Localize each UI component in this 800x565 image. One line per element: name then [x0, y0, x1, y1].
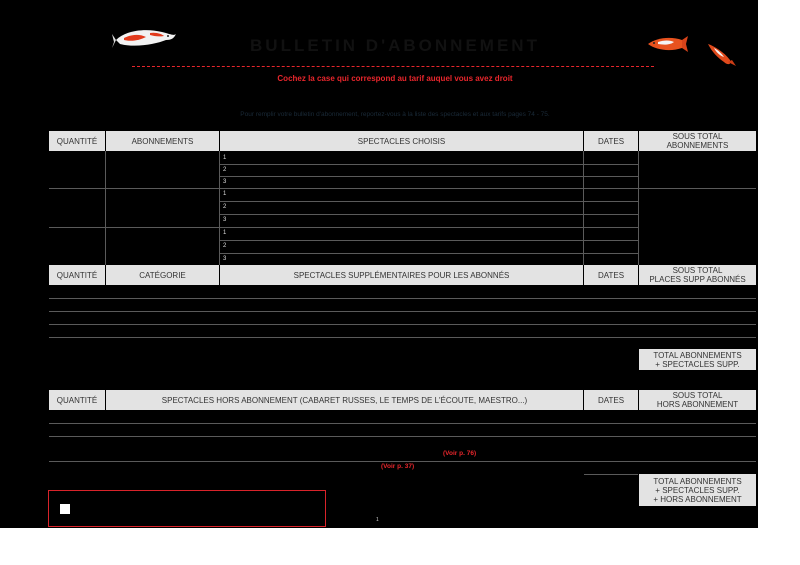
row-number: 3: [223, 179, 227, 185]
header-spectacles-supplementaires: SPECTACLES SUPPLÉMENTAIRES POUR LES ABONNÉS: [220, 265, 583, 285]
checkbox-icon[interactable]: [60, 504, 70, 514]
header-quantite: QUANTITÉ: [49, 131, 105, 151]
header-categorie: CATÉGORIE: [106, 265, 219, 285]
row-number: 1: [223, 191, 227, 197]
row-number: 1: [223, 155, 227, 161]
instructions-note: Pour remplir votre bulletin d'abonnement, reportez-vous à la liste des spectacles et aux tarifs pages 74 - 75.: [240, 111, 550, 118]
form-subtitle: Cochez la case qui correspond au tarif auquel vous avez droit: [277, 74, 513, 83]
header-spectacles-choisis: SPECTACLES CHOISIS: [220, 131, 583, 151]
header-dates: DATES: [584, 265, 638, 285]
row-number: 2: [223, 167, 227, 173]
row-number: 3: [223, 256, 227, 262]
voir-page-37: (Voir p. 37): [381, 463, 415, 470]
header-dates: DATES: [584, 131, 638, 151]
row-number: 2: [223, 243, 227, 249]
header-spectacles-hors-abonnement: SPECTACLES HORS ABONNEMENT (CABARET RUSSES, LE TEMPS DE L'ÉCOUTE, MAESTRO...): [106, 390, 583, 410]
form-title: BULLETIN D'ABONNEMENT: [250, 36, 540, 55]
total-general-label: TOTAL ABONNEMENTS + SPECTACLES SUPP. + HORS ABONNEMENT: [639, 474, 756, 506]
header-sous-total-hors-abonnement: SOUS TOTAL HORS ABONNEMENT: [639, 390, 756, 410]
row-number: 2: [223, 204, 227, 210]
header-sous-total-abonnements: SOUS TOTAL ABONNEMENTS: [639, 131, 756, 151]
header-quantite: QUANTITÉ: [49, 265, 105, 285]
page-marker: 1: [376, 517, 379, 523]
row-number: 1: [223, 230, 227, 236]
header-quantite: QUANTITÉ: [49, 390, 105, 410]
title-divider: [132, 66, 654, 67]
koi-fish-small-icon: [704, 40, 738, 68]
tarif-selection-box: [48, 490, 326, 527]
voir-page-76: (Voir p. 76): [443, 450, 477, 457]
header-abonnements: ABONNEMENTS: [106, 131, 219, 151]
row-number: 3: [223, 217, 227, 223]
header-sous-total-places-supp: SOUS TOTAL PLACES SUPP ABONNÉS: [639, 265, 756, 285]
total-abonnements-supp-label: TOTAL ABONNEMENTS + SPECTACLES SUPP.: [639, 349, 756, 370]
header-dates: DATES: [584, 390, 638, 410]
